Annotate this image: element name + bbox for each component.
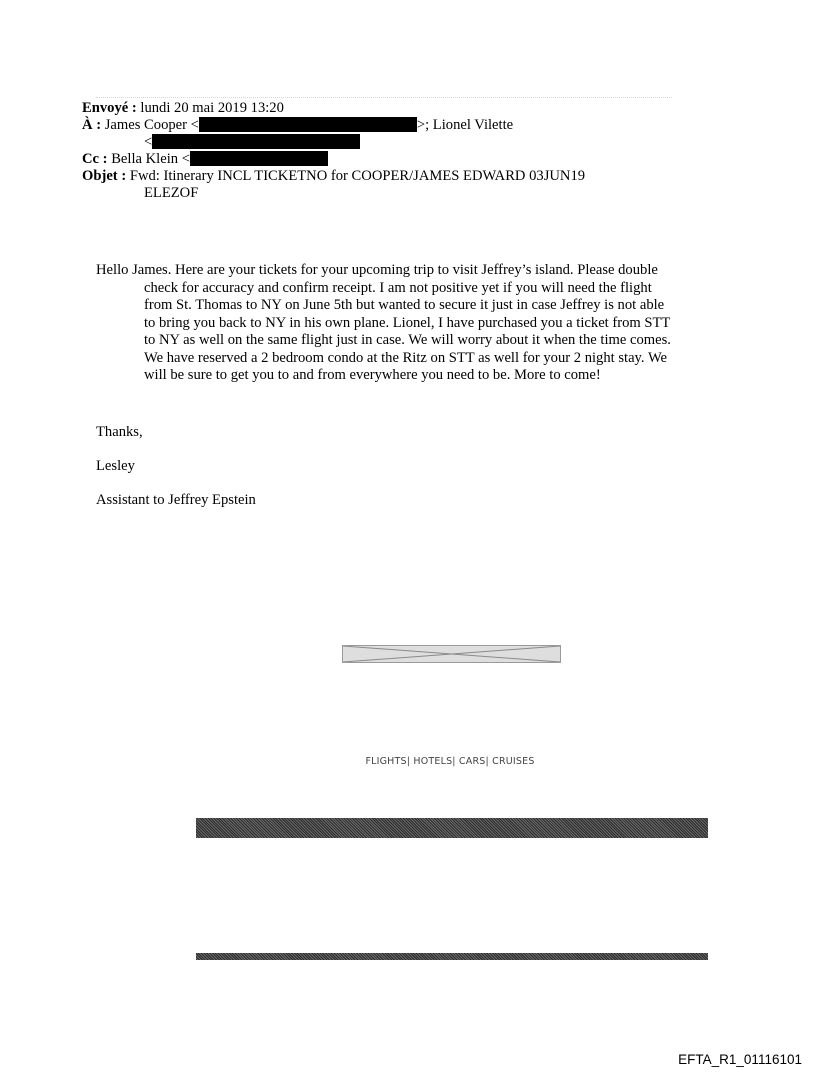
- to-row-continued: [144, 134, 360, 151]
- sent-value: lundi 20 mai 2019 13:20: [140, 100, 284, 116]
- to-label: À :: [82, 117, 102, 133]
- signature-title: Assistant to Jeffrey Epstein: [96, 492, 256, 508]
- message-body: [96, 262, 676, 385]
- cc-row: [82, 151, 682, 168]
- subject-row: [82, 168, 682, 185]
- closing-thanks: Thanks,: [96, 424, 143, 440]
- document-id: EFTA_R1_01116101: [678, 1052, 802, 1067]
- sent-row: [82, 100, 682, 117]
- cc-label: Cc :: [82, 151, 108, 167]
- header-divider: [96, 97, 672, 98]
- subject-line-1: Fwd: Itinerary INCL TICKETNO for COOPER/JAMES EDWARD 03JUN19: [129, 168, 586, 184]
- to-name-2: >; Lionel Vilette: [416, 117, 514, 133]
- image-banner-top: [196, 818, 708, 838]
- signature-name: Lesley: [96, 458, 135, 474]
- message-paragraph: Hello James. Here are your tickets for your upcoming trip to visit Jeffrey’s island. Please double check for accuracy and confirm receipt. I am not positive yet if you will need the flight from St. Thomas to NY on June 5th but wanted to secure it just in case Jeffrey is not able to bring you back to NY in his own plane. Lionel, I have purchased you a ticket from STT to NY as well on the same flight just in case. We will worry about it when the time comes. We have reserved a 2 bedroom condo at the Ritz on STT as well for your 2 night stay. We will be sure to get you to and from everywhere you need to be. More to come!: [96, 262, 671, 383]
- broken-image-placeholder: [342, 645, 561, 663]
- to-row: [82, 117, 682, 134]
- subject-line-2: ELEZOF: [144, 185, 199, 201]
- to-name: James Cooper <: [104, 117, 199, 133]
- redaction-bar: [199, 117, 417, 132]
- to-cont-bracket: <: [144, 134, 153, 150]
- image-banner-bottom: [196, 953, 708, 960]
- travel-links[interactable]: FLIGHTS| HOTELS| CARS| CRUISES: [365, 756, 535, 767]
- subject-label: Objet :: [82, 168, 127, 184]
- cc-name: Bella Klein <: [111, 151, 190, 167]
- sent-label: Envoyé :: [82, 100, 137, 116]
- image-placeholder-icon: [343, 646, 560, 662]
- redaction-bar: [190, 151, 328, 166]
- redaction-bar: [152, 134, 360, 149]
